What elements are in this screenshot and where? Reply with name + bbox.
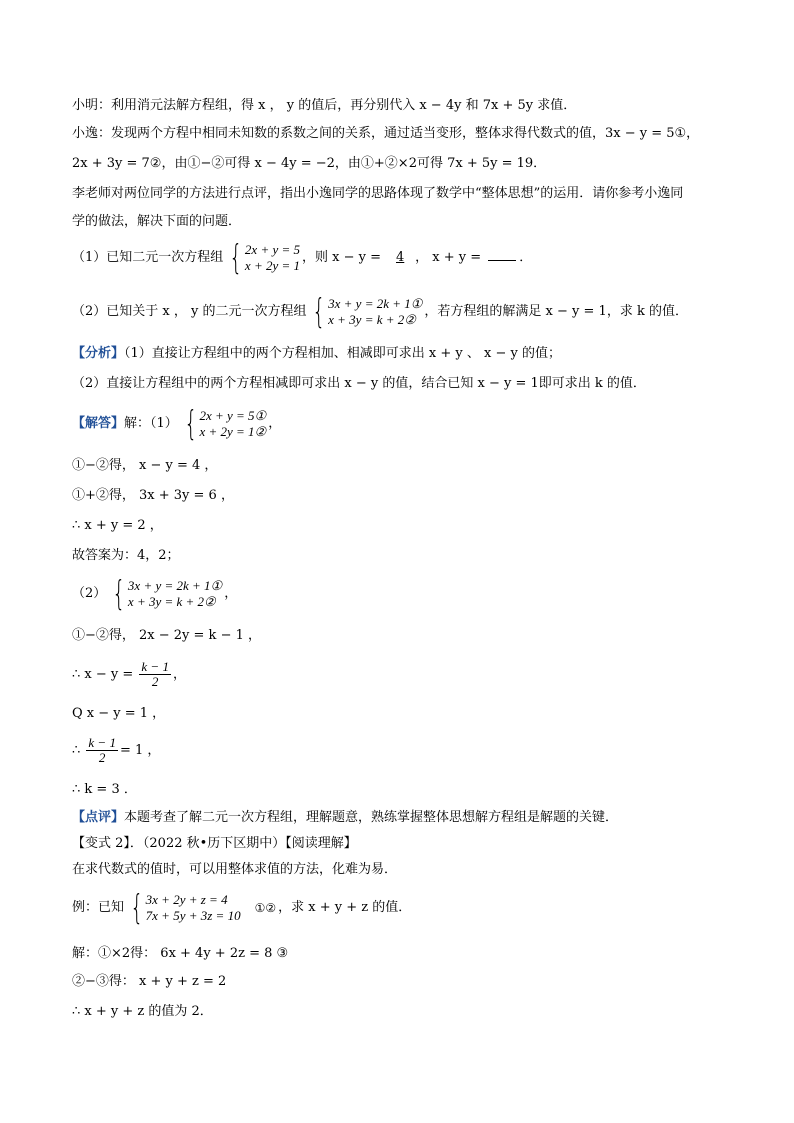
text-line: 学的做法，解决下面的问题．: [72, 214, 242, 229]
text-line: 在求代数式的值时，可以用整体求值的方法，化难为易．: [72, 862, 398, 877]
brace-icon: {: [112, 573, 126, 614]
solution-step: ∴ $\frac{k - 1}{2}$ = 1 ，: [72, 735, 161, 765]
brace-icon: {: [229, 237, 243, 278]
empty-blank: [488, 247, 516, 261]
fraction: $\frac{k - 1}{2}$: [88, 735, 116, 765]
equation-system: { 3x + y = 2k + 1① x + 3y = k + 2②: [312, 291, 423, 332]
equation-system: { 2x + y = 5 x + 2y = 1: [229, 237, 301, 278]
analysis-line: 【分析】（1）直接让方程组中的两个方程相加、相减即可求出 x + y 、 x − y 的值；: [72, 346, 561, 361]
solution-step: ①−②得， x − y = 4 ，: [72, 458, 218, 473]
solution-step: ∴ x − y = $\frac{k - 1}{2}$ ，: [72, 659, 186, 689]
solution-step: 解：①×2得： 6x + 4y + 2z = 8 ③: [72, 946, 289, 961]
text-line: 小明：利用消元法解方程组，得 x ， y 的值后，再分别代入 x − 4y 和 7x + 5y 求值．: [72, 98, 577, 113]
text-line: 李老师对两位同学的方法进行点评，指出小逸同学的思路体现了数学中“整体思想”的运用．请你参考小逸同: [72, 186, 684, 201]
solution-step: ∴ k = 3 ．: [72, 782, 137, 797]
answer-part-2: （2） { 3x + y = 2k + 1① x + 3y = k + 2② ，: [72, 573, 238, 614]
text-line: 2x + 3y = 7②，由①−②可得 x − 4y = −2，由①+②×2可得 7x + 5y = 19．: [72, 156, 547, 171]
brace-icon: {: [312, 291, 326, 332]
equation-system: { 2x + y = 5① x + 2y = 1②: [184, 403, 267, 444]
variant-title: 【变式 2】．（2022 秋•历下区期中）【阅读理解】: [72, 836, 357, 851]
analysis-line: （2）直接让方程组中的两个方程相减即可求出 x − y 的值，结合已知 x − y = 1即可求出 k 的值．: [72, 376, 646, 391]
comment-line: 【点评】本题考查了解二元一次方程组，理解题意，熟练掌握整体思想解方程组是解题的关键．: [72, 810, 619, 825]
example-line: 例：已知 { 3x + 2y + z = 4 7x + 5y + 3z = 10 ①② ，求 x + y + z 的值．: [72, 887, 412, 928]
solution-step: Q x − y = 1 ，: [72, 706, 166, 721]
solution-step: ∴ x + y + z 的值为 2．: [72, 1004, 213, 1019]
answer-header: 【解答】解：（1） { 2x + y = 5① x + 2y = 1② ，: [72, 403, 282, 444]
brace-icon: {: [130, 887, 144, 928]
solution-step: 故答案为：4，2；: [72, 548, 180, 563]
solution-step: ①−②得， 2x − 2y = k − 1 ，: [72, 628, 261, 643]
question-2: （2）已知关于 x ， y 的二元一次方程组 { 3x + y = 2k + 1① x + 3y = k + 2② ，若方程组的解满足 x − y = 1，求 k 的值．: [72, 291, 688, 332]
question-1: （1）已知二元一次方程组 { 2x + y = 5 x + 2y = 1 ，则 x − y = 4 ， x + y = ．: [72, 237, 533, 278]
equation-system: { 3x + y = 2k + 1① x + 3y = k + 2②: [112, 573, 223, 614]
equation-system: { 3x + 2y + z = 4 7x + 5y + 3z = 10 ①②: [130, 887, 277, 928]
answer-blank: 4: [396, 250, 405, 265]
fraction: $\frac{k - 1}{2}$: [141, 659, 169, 689]
text-line: 小逸：发现两个方程中相同未知数的系数之间的关系，通过适当变形，整体求得代数式的值，3x − y = 5①，: [72, 126, 700, 141]
solution-step: ∴ x + y = 2 ，: [72, 518, 163, 533]
brace-icon: {: [184, 403, 198, 444]
solution-step: ①+②得， 3x + 3y = 6 ，: [72, 488, 234, 503]
solution-step: ②−③得： x + y + z = 2: [72, 974, 227, 989]
